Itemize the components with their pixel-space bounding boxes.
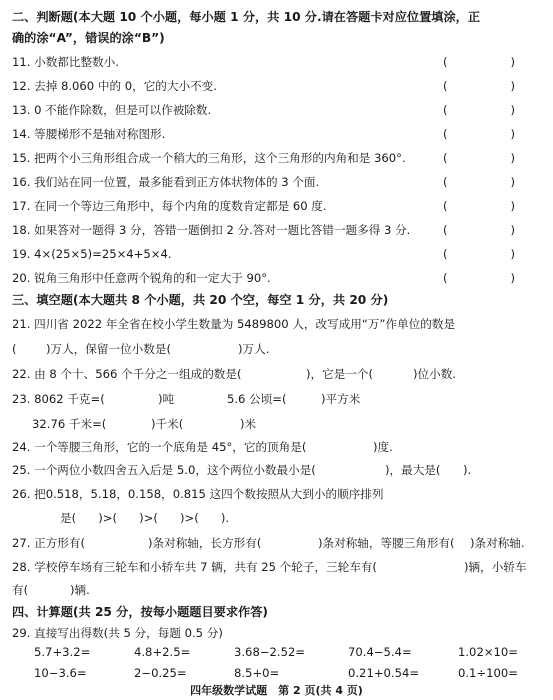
paren-close: ) [510, 247, 515, 261]
answer-paren[interactable] [443, 196, 515, 216]
answer-paren[interactable] [443, 244, 515, 264]
calc-item: 5.7+3.2= [34, 645, 91, 659]
question-text: 17. 在同一个等边三角形中，每个内角的度数肯定都是 60 度. [12, 199, 327, 213]
question-text: 19. 4×(25×5)=25×4+5×4. [12, 247, 172, 261]
question-text: 13. 0 不能作除数，但是可以作被除数. [12, 103, 212, 117]
question-text: 20. 锐角三角形中任意两个锐角的和一定大于 90°. [12, 271, 271, 285]
calc-item: 0.1÷100= [458, 666, 518, 680]
answer-paren[interactable] [443, 76, 515, 96]
answer-paren[interactable] [443, 52, 515, 72]
answer-paren[interactable] [443, 148, 515, 168]
paren-close: ) [510, 223, 515, 237]
calc-item: 1.02×10= [458, 645, 518, 659]
calc-item: 8.5+0= [234, 666, 280, 680]
calc-item: 0.21+0.54= [348, 666, 420, 680]
question-27: 27. 正方形有( )条对称轴，长方形有( )条对称轴，等腰三角形有( )条对称轴. [12, 536, 525, 550]
paren-close: ) [510, 103, 515, 117]
question-28-line1: 28. 学校停车场有三轮车和小轿车共 7 辆，共有 25 个轮子，三轮车有( )辆，小轿车 [12, 560, 527, 574]
calc-item: 10−3.6= [34, 666, 87, 680]
calc-item: 4.8+2.5= [134, 645, 191, 659]
answer-paren[interactable] [443, 220, 515, 240]
question-26-line1: 26. 把0.518，5.18，0.158，0.815 这四个数按照从大到小的顺序排列 [12, 487, 384, 501]
question-text: 18. 如果答对一题得 3 分，答错一题倒扣 2 分.答对一题比答错一题多得 3 分. [12, 223, 411, 237]
question-text: 15. 把两个小三角形组合成一个稍大的三角形，这个三角形的内角和是 360°. [12, 151, 406, 165]
answer-paren[interactable] [443, 172, 515, 192]
judge-question-17 [12, 196, 543, 216]
page-footer: 四年级数学试题 第 2 页(共 4 页) [190, 684, 363, 697]
judge-question-16 [12, 172, 543, 192]
question-22: 22. 由 8 个十、566 个千分之一组成的数是( )，它是一个( )位小数. [12, 367, 456, 381]
judge-question-15 [12, 148, 543, 168]
question-23-line1: 23. 8062 千克=( )吨 5.6 公顷=( )平方米 [12, 392, 361, 406]
question-23-line2: 32.76 千米=( )千米( )米 [32, 417, 257, 431]
judge-question-19 [12, 244, 543, 264]
question-25: 25. 一个两位小数四舍五入后是 5.0，这个两位小数最小是( )，最大是( ). [12, 463, 472, 477]
answer-paren[interactable] [443, 124, 515, 144]
paren-close: ) [510, 199, 515, 213]
judge-question-18 [12, 220, 543, 240]
calc-item: 3.68−2.52= [234, 645, 306, 659]
judge-section-heading-line2: 确的涂“A”，错误的涂“B”) [12, 31, 165, 45]
question-29-title: 29. 直接写出得数(共 5 分，每题 0.5 分) [12, 626, 223, 640]
paren-close: ) [510, 55, 515, 69]
paren-close: ) [510, 127, 515, 141]
judge-question-11 [12, 52, 543, 72]
question-24: 24. 一个等腰三角形，它的一个底角是 45°，它的顶角是( )度. [12, 440, 393, 454]
paren-open: ( [443, 103, 448, 117]
calc-item: 70.4−5.4= [348, 645, 412, 659]
question-21-line2: ( )万人，保留一位小数是( )万人. [12, 342, 270, 356]
paren-open: ( [443, 79, 448, 93]
answer-paren[interactable] [443, 268, 515, 288]
question-text: 12. 去掉 8.060 中的 0，它的大小不变. [12, 79, 217, 93]
paren-close: ) [510, 271, 515, 285]
question-text: 16. 我们站在同一位置，最多能看到正方体状物体的 3 个面. [12, 175, 320, 189]
paren-close: ) [510, 175, 515, 189]
paren-close: ) [510, 151, 515, 165]
paren-open: ( [443, 151, 448, 165]
fill-section-heading: 三、填空题(本大题共 8 个小题，共 20 个空，每空 1 分，共 20 分) [12, 293, 389, 307]
paren-open: ( [443, 55, 448, 69]
paren-open: ( [443, 127, 448, 141]
question-26-line2: 是( )>( )>( )>( ). [60, 511, 230, 525]
calc-section-heading: 四、计算题(共 25 分，按每小题题目要求作答) [12, 605, 268, 619]
judge-question-20 [12, 268, 543, 288]
judge-question-12 [12, 76, 543, 96]
question-text: 14. 等腰梯形不是轴对称图形. [12, 127, 166, 141]
paren-open: ( [443, 271, 448, 285]
judge-section-heading-line1: 二、判断题(本大题 10 个小题，每小题 1 分，共 10 分.请在答题卡对应位置填涂，正 [12, 10, 481, 24]
paren-open: ( [443, 199, 448, 213]
paren-close: ) [510, 79, 515, 93]
question-28-line2: 有( )辆. [12, 583, 90, 597]
paren-open: ( [443, 223, 448, 237]
calc-item: 2−0.25= [134, 666, 187, 680]
judge-question-14 [12, 124, 543, 144]
judge-question-13 [12, 100, 543, 120]
question-text: 11. 小数都比整数小. [12, 55, 119, 69]
question-21-line1: 21. 四川省 2022 年全省在校小学生数量为 5489800 人，改写成用“万”作单位的数是 [12, 317, 456, 331]
paren-open: ( [443, 175, 448, 189]
answer-paren[interactable] [443, 100, 515, 120]
paren-open: ( [443, 247, 448, 261]
